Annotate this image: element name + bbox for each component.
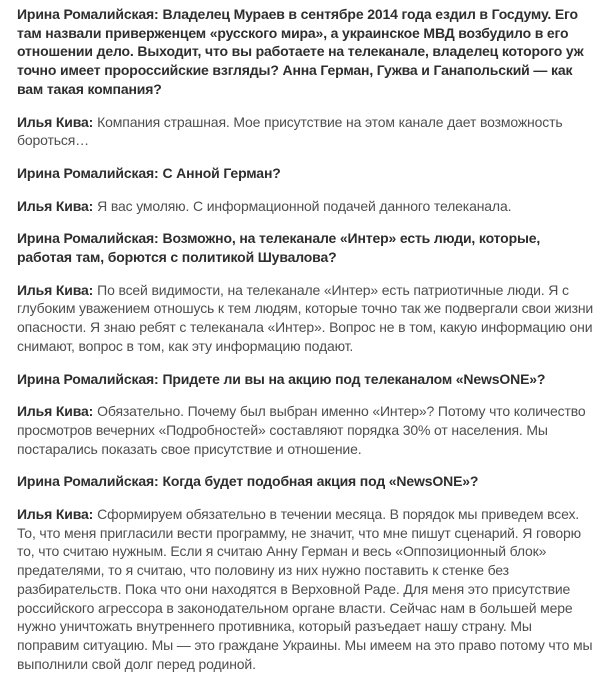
speaker-name: Ирина Ромалийская: — [17, 6, 159, 22]
paragraph-text: С Анной Герман? — [162, 164, 281, 181]
question-paragraph — [17, 5, 596, 99]
speaker-name: Ирина Ромалийская: — [17, 370, 159, 387]
paragraph-text: Обязательно. Почему был выбран именно «Интер»? Потому что количество просмотров вечерних «Подробностей» составляют порядка 30% от населения. Мы постарались показать свое присутствие и отношение. — [17, 403, 586, 457]
paragraph-text: Я вас умоляю. С информационной подачей данного телеканала. — [97, 197, 512, 214]
speaker-name: Илья Кива: — [17, 197, 94, 214]
speaker-name: Ирина Ромалийская: — [17, 473, 159, 490]
speaker-name: Ирина Ромалийская: — [17, 230, 159, 247]
speaker-name: Ирина Ромалийская: — [17, 164, 159, 181]
answer-paragraph — [17, 505, 596, 673]
answer-paragraph — [17, 281, 596, 356]
answer-paragraph — [17, 402, 596, 458]
answer-paragraph — [17, 197, 596, 216]
paragraph-text: По всей видимости, на телеканале «Интер» есть патриотичные люди. Я с глубоким уважением отношусь к тем людям, которые точно так же подвергали свои жизни опасности. Я знаю ребят с телеканала «Интер». Вопрос не в том, какую информацию они снимают, вопрос в том, как эту информацию подают. — [17, 281, 594, 354]
question-paragraph — [17, 472, 596, 491]
speaker-name: Илья Кива: — [17, 403, 94, 420]
paragraph-text: Сформируем обязательно в течении месяца. В порядок мы приведем всех. То, что меня пригласили вести программу, не значит, что мне пишут сценарий. Я говорю то, что считаю нужным. Если я считаю Анну Герман и весь «Оппозиционный блок» предателями, то я считаю, что половину из них нужно поставить к стенке без разбирательств. Пока что они находятся в Верховной Раде. Для меня это присутствие российского агрессора в законодательном органе власти. Сейчас нам в большей мере нужно уничтожать внутреннего противника, который разъедает нашу страну. Мы поправим ситуацию. Мы — это граждане Украины. Мы имеем на это право потому что мы выполнили свой долг перед родиной. — [17, 506, 593, 672]
speaker-name: Илья Кива: — [17, 113, 94, 130]
speaker-name: Илья Кива: — [17, 281, 94, 298]
answer-paragraph — [17, 113, 596, 150]
paragraph-text: Когда будет подобная акция под «NewsONE»? — [162, 473, 479, 490]
paragraph-text: Компания страшная. Мое присутствие на этом канале дает возможность бороться… — [17, 113, 563, 149]
paragraph-text: Владелец Мураев в сентябре 2014 года ездил в Госдуму. Его там назвали приверженцем «русского мира», а украинское МВД возбудило в его отношении дело. Выходит, что вы работаете на телеканале, владелец которого уж точно имеет пророссийские взгляды? Анна Герман, Гужва и Ганапольский — как вам такая компания? — [17, 6, 584, 97]
paragraph-text: Придете ли вы на акцию под телеканалом «NewsONE»? — [162, 370, 546, 387]
question-paragraph — [17, 370, 596, 389]
paragraph-text: Возможно, на телеканале «Интер» есть люди, которые, работая там, борются с политикой Шувалова? — [17, 230, 541, 266]
question-paragraph — [17, 164, 596, 183]
speaker-name: Илья Кива: — [17, 506, 94, 523]
question-paragraph — [17, 229, 596, 266]
